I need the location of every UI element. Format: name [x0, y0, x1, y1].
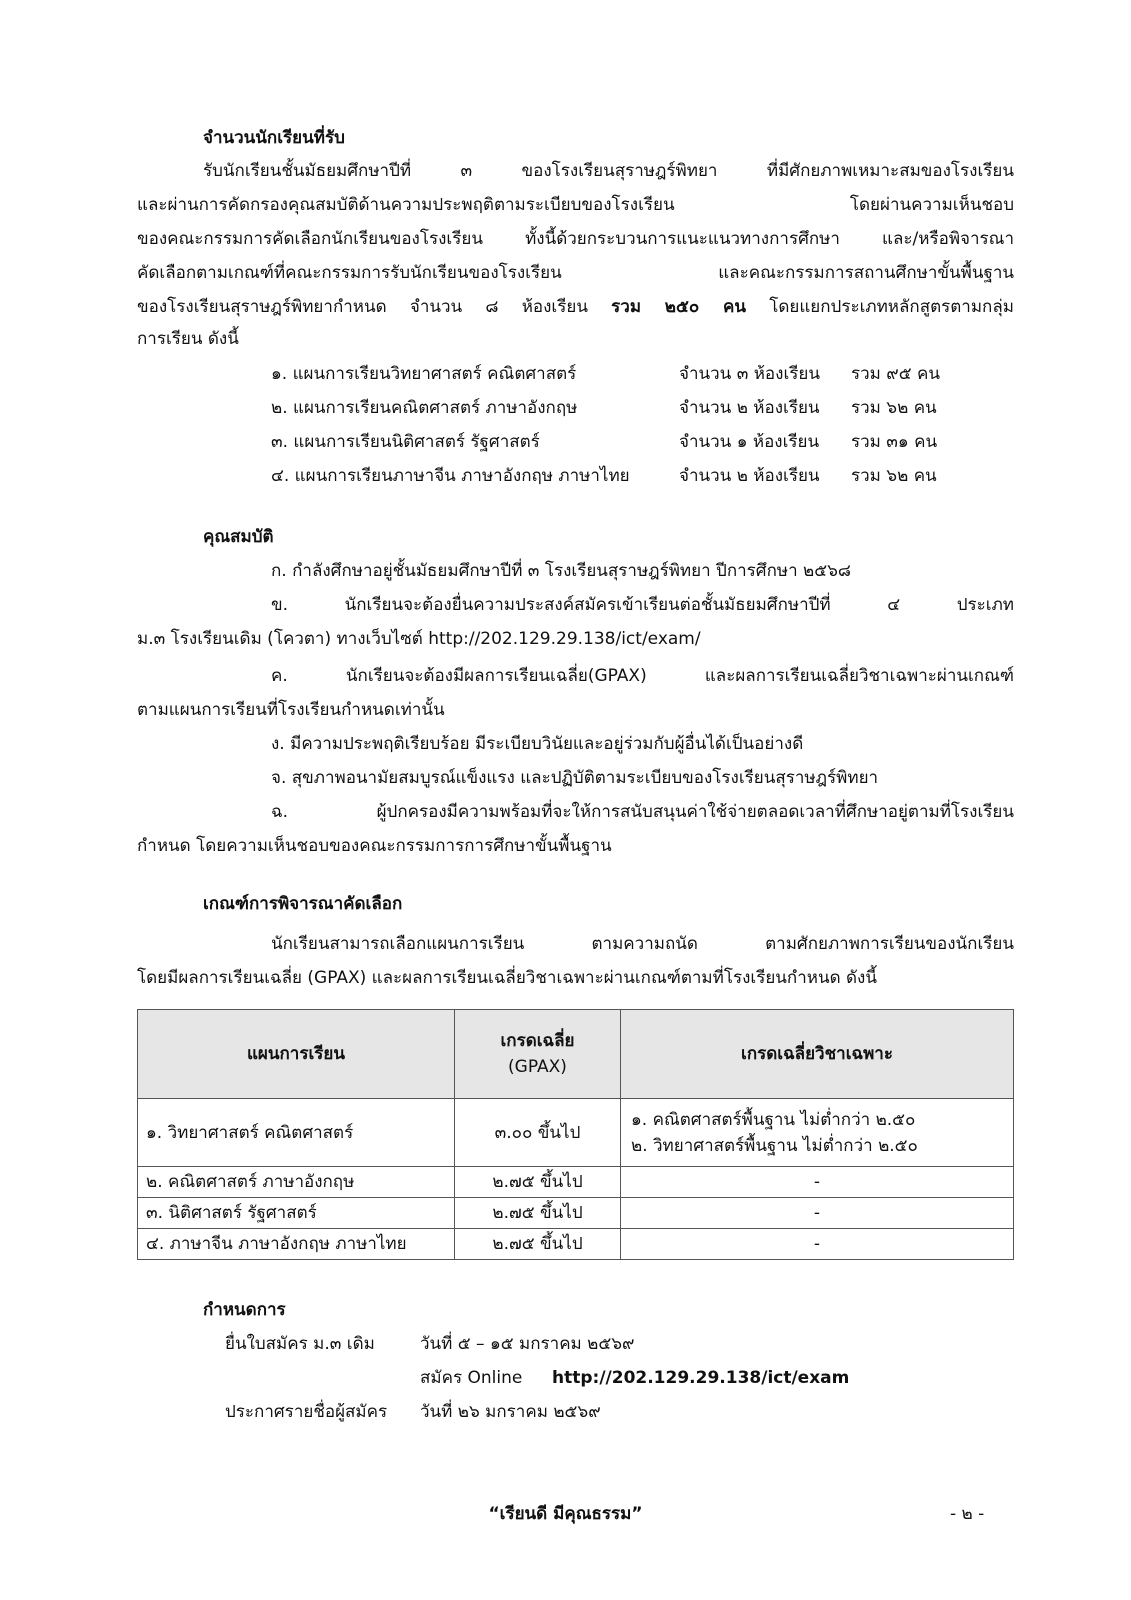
plan-total: รวม ๖๒ คน — [851, 398, 937, 418]
criteria-line-1: นักเรียนสามารถเลือกแผนการเรียน ตามความถนัด ตามศักยภาพการเรียนของนักเรียน — [271, 934, 1014, 954]
plan-total: รวม ๖๒ คน — [851, 466, 937, 486]
table-row — [138, 1229, 1014, 1260]
cell-special: - — [621, 1229, 1014, 1260]
cell-gpax: ๒.๗๕ ขึ้นไป — [455, 1198, 621, 1229]
intake-line-6: การเรียน ดังนี้ — [137, 329, 239, 349]
page-number: - ๒ - — [950, 1504, 985, 1524]
cell-special-line2: ๒. วิทยาศาสตร์พื้นฐาน ไม่ต่ำกว่า ๒.๕๐ — [631, 1135, 918, 1156]
cell-special-line1: ๑. คณิตศาสตร์พื้นฐาน ไม่ต่ำกว่า ๒.๕๐ — [631, 1109, 916, 1130]
plan-name: ๑. แผนการเรียนวิทยาศาสตร์ คณิตศาสตร์ — [271, 364, 577, 384]
qualification-item-cont: ม.๓ โรงเรียนเดิม (โควตา) ทางเว็บไซต์ http://202.129.29.138/ict/exam/ — [137, 629, 701, 649]
plan-row — [271, 429, 937, 455]
schedule-apply-label: ยื่นใบสมัคร ม.๓ เดิม — [225, 1334, 375, 1354]
cell-gpax: ๓.๐๐ ขึ้นไป — [455, 1099, 621, 1167]
cell-plan: ๓. นิติศาสตร์ รัฐศาสตร์ — [138, 1198, 455, 1229]
col-header-plan: แผนการเรียน — [138, 1010, 455, 1099]
plan-name: ๓. แผนการเรียนนิติศาสตร์ รัฐศาสตร์ — [271, 432, 540, 452]
criteria-table — [137, 1009, 1014, 1260]
qualification-item: จ. สุขภาพอนามัยสมบูรณ์แข็งแรง และปฏิบัติตามระเบียบของโรงเรียนสุราษฎร์พิทยา — [271, 768, 879, 788]
intake-line-3: ของคณะกรรมการคัดเลือกนักเรียนของโรงเรียน ทั้งนี้ด้วยกระบวนการแนะแนวทางการศึกษา และ/หรือพิจารณา — [137, 229, 1014, 249]
col-header-gpax — [455, 1010, 621, 1099]
qualification-item-cont: กำหนด โดยความเห็นชอบของคณะกรรมการการศึกษาขั้นพื้นฐาน — [137, 836, 612, 856]
schedule-apply-date: วันที่ ๕ – ๑๕ มกราคม ๒๕๖๙ — [420, 1334, 635, 1354]
plan-name: ๔. แผนการเรียนภาษาจีน ภาษาอังกฤษ ภาษาไทย — [271, 466, 630, 486]
plan-total: รวม ๙๕ คน — [851, 364, 941, 384]
intake-line-5 — [137, 294, 1014, 320]
intake-line-5-pre: ของโรงเรียนสุราษฎร์พิทยากำหนด จำนวน ๘ ห้องเรียน — [137, 297, 588, 317]
plan-row — [271, 463, 937, 489]
plan-rooms: จำนวน ๒ ห้องเรียน — [679, 398, 820, 418]
intake-total-bold: รวม ๒๕๐ คน — [611, 297, 746, 317]
intake-line-5-post: โดยแยกประเภทหลักสูตรตามกลุ่ม — [769, 297, 1014, 317]
col-header-gpax-line2: (GPAX) — [508, 1057, 567, 1077]
col-header-gpax-line1: เกรดเฉลี่ย — [500, 1031, 575, 1051]
cell-special: - — [621, 1167, 1014, 1198]
table-row — [138, 1167, 1014, 1198]
table-header-row — [138, 1010, 1014, 1099]
heading-qualifications: คุณสมบัติ — [203, 527, 274, 547]
heading-schedule: กำหนดการ — [203, 1300, 286, 1320]
plan-row — [271, 395, 937, 421]
cell-plan: ๔. ภาษาจีน ภาษาอังกฤษ ภาษาไทย — [138, 1229, 455, 1260]
intake-line-4: คัดเลือกตามเกณฑ์ที่คณะกรรมการรับนักเรียนของโรงเรียน และคณะกรรมการสถานศึกษาขั้นพื้นฐาน — [137, 263, 1014, 283]
table-row — [138, 1198, 1014, 1229]
heading-criteria: เกณฑ์การพิจารณาคัดเลือก — [203, 894, 403, 914]
plan-total: รวม ๓๑ คน — [851, 432, 938, 452]
qualification-item: ก. กำลังศึกษาอยู่ชั้นมัธยมศึกษาปีที่ ๓ โรงเรียนสุราษฎร์พิทยา ปีการศึกษา ๒๕๖๘ — [271, 561, 852, 581]
qualification-item: ฉ. ผู้ปกครองมีความพร้อมที่จะให้การสนับสนุนค่าใช้จ่ายตลอดเวลาที่ศึกษาอยู่ตามที่โรงเรียน — [271, 802, 1014, 822]
cell-gpax: ๒.๗๕ ขึ้นไป — [455, 1167, 621, 1198]
plan-rooms: จำนวน ๒ ห้องเรียน — [679, 466, 820, 486]
plan-rooms: จำนวน ๑ ห้องเรียน — [679, 432, 820, 452]
heading-intake: จำนวนนักเรียนที่รับ — [203, 128, 345, 148]
plan-rooms: จำนวน ๓ ห้องเรียน — [679, 364, 820, 384]
cell-plan: ๑. วิทยาศาสตร์ คณิตศาสตร์ — [138, 1099, 455, 1167]
cell-plan: ๒. คณิตศาสตร์ ภาษาอังกฤษ — [138, 1167, 455, 1198]
cell-special: - — [621, 1198, 1014, 1229]
plan-name: ๒. แผนการเรียนคณิตศาสตร์ ภาษาอังกฤษ — [271, 398, 578, 418]
intake-line-1: รับนักเรียนชั้นมัธยมศึกษาปีที่ ๓ ของโรงเรียนสุราษฎร์พิทยา ที่มีศักยภาพเหมาะสมของโรงเรียน — [203, 161, 1014, 181]
schedule-online-url-link[interactable]: http://202.129.29.138/ict/exam — [552, 1368, 850, 1388]
cell-gpax: ๒.๗๕ ขึ้นไป — [455, 1229, 621, 1260]
qualification-item-cont: ตามแผนการเรียนที่โรงเรียนกำหนดเท่านั้น — [137, 700, 445, 720]
table-row — [138, 1099, 1014, 1167]
plan-row — [271, 361, 940, 387]
col-header-special: เกรดเฉลี่ยวิชาเฉพาะ — [621, 1010, 1014, 1099]
schedule-online-label: สมัคร Online — [420, 1368, 523, 1388]
qualification-item: ค. นักเรียนจะต้องมีผลการเรียนเฉลี่ย(GPAX) และผลการเรียนเฉลี่ยวิชาเฉพาะผ่านเกณฑ์ — [271, 666, 1014, 686]
qualification-item: ง. มีความประพฤติเรียบร้อย มีระเบียบวินัยและอยู่ร่วมกับผู้อื่นได้เป็นอย่างดี — [271, 734, 804, 754]
intake-line-2: และผ่านการคัดกรองคุณสมบัติด้านความประพฤติตามระเบียบของโรงเรียน โดยผ่านความเห็นชอบ — [137, 195, 1014, 215]
qualification-item: ข. นักเรียนจะต้องยื่นความประสงค์สมัครเข้าเรียนต่อชั้นมัธยมศึกษาปีที่ ๔ ประเภท — [271, 595, 1014, 615]
cell-special — [621, 1099, 1014, 1167]
schedule-announce-label: ประกาศรายชื่อผู้สมัคร — [225, 1402, 388, 1422]
criteria-line-2: โดยมีผลการเรียนเฉลี่ย (GPAX) และผลการเรียนเฉลี่ยวิชาเฉพาะผ่านเกณฑ์ตามที่โรงเรียนกำหนด ดังนี้ — [137, 968, 877, 988]
footer-motto: “เรียนดี มีคุณธรรม” — [488, 1504, 643, 1524]
schedule-announce-date: วันที่ ๒๖ มกราคม ๒๕๖๙ — [420, 1402, 601, 1422]
